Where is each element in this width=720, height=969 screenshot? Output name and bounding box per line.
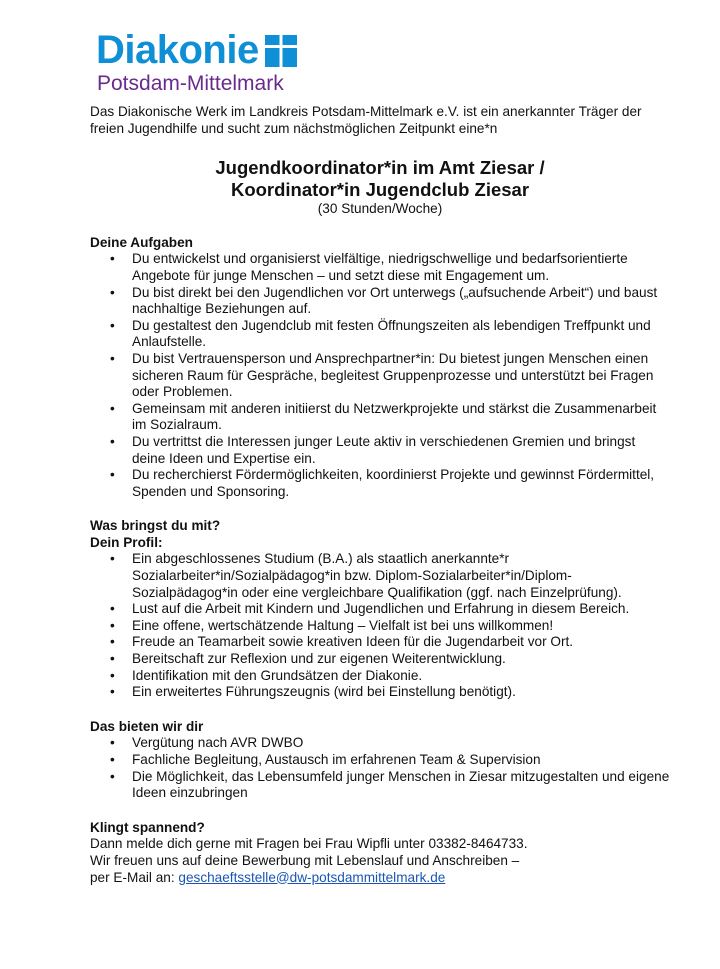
section-profil xyxy=(90,518,670,701)
diakonie-cross-icon xyxy=(265,35,297,67)
kontakt-line-1: Dann melde dich gerne mit Fragen bei Frau Wipfli unter 03382-8464733. xyxy=(90,836,528,852)
list-item: • Freude an Teamarbeit sowie kreativen Ideen für die Jugendarbeit vor Ort. xyxy=(90,634,670,651)
list-item: • Eine offene, wertschätzende Haltung – Vielfalt ist bei uns willkommen! xyxy=(90,618,670,635)
list-item: • Du bist Vertrauensperson und Ansprechpartner*in: Du bietest jungen Menschen einen sicheren Raum für Gespräche, begleitest Gruppenprozesse und unterstützt bei Fragen oder Problemen. xyxy=(90,351,670,401)
job-title-block xyxy=(90,157,670,218)
profil-heading-question: Was bringst du mit? xyxy=(90,518,221,534)
section-kontakt xyxy=(90,820,670,886)
email-prefix: per E-Mail an: xyxy=(90,869,179,885)
diakonie-logo xyxy=(96,30,297,95)
list-item: • Vergütung nach AVR DWBO xyxy=(90,735,670,752)
email-link[interactable]: geschaeftsstelle@dw-potsdammittelmark.de xyxy=(178,869,446,885)
posting-content xyxy=(90,104,670,886)
job-title-line-2: Koordinator*in Jugendclub Ziesar xyxy=(230,179,530,201)
list-item: • Die Möglichkeit, das Lebensumfeld junger Menschen in Ziesar mitzugestalten und eigene Ideen einzubringen xyxy=(90,769,670,802)
profil-list xyxy=(90,551,670,700)
kontakt-line-3 xyxy=(90,870,670,887)
section-angebot xyxy=(90,719,670,802)
aufgaben-heading: Deine Aufgaben xyxy=(90,234,193,250)
job-title-line-1: Jugendkoordinator*in im Amt Ziesar / xyxy=(215,157,545,179)
logo-row xyxy=(96,30,297,70)
logo-region: Potsdam-Mittelmark xyxy=(97,72,284,95)
angebot-list xyxy=(90,735,670,801)
section-aufgaben xyxy=(90,235,670,501)
list-item: • Identifikation mit den Grundsätzen der Diakonie. xyxy=(90,668,670,685)
intro-text: Das Diakonische Werk im Landkreis Potsdam-Mittelmark e.V. ist ein anerkannter Träger der freien Jugendhilfe und sucht zum nächstmöglichen Zeitpunkt eine*n xyxy=(90,104,642,136)
list-item: • Du recherchierst Fördermöglichkeiten, koordinierst Projekte und gewinnst Fördermittel, Spenden und Sponsoring. xyxy=(90,467,670,500)
list-item: • Fachliche Begleitung, Austausch im erfahrenen Team & Supervision xyxy=(90,752,670,769)
list-item: • Du bist direkt bei den Jugendlichen vor Ort unterwegs („aufsuchende Arbeit“) und baust nachhaltige Beziehungen auf. xyxy=(90,285,670,318)
logo-wordmark: Diakonie xyxy=(96,28,259,72)
job-hours: (30 Stunden/Woche) xyxy=(317,201,443,217)
list-item: • Bereitschaft zur Reflexion und zur eigenen Weiterentwicklung. xyxy=(90,651,670,668)
list-item: • Du vertrittst die Interessen junger Leute aktiv in verschiedenen Gremien und bringst deine Ideen und Expertise ein. xyxy=(90,434,670,467)
list-item: • Lust auf die Arbeit mit Kindern und Jugendlichen und Erfahrung in diesem Bereich. xyxy=(90,601,670,618)
aufgaben-list xyxy=(90,251,670,500)
list-item: • Ein erweitertes Führungszeugnis (wird bei Einstellung benötigt). xyxy=(90,684,670,701)
list-item: • Gemeinsam mit anderen initiierst du Netzwerkprojekte und stärkst die Zusammenarbeit im Sozialraum. xyxy=(90,401,670,434)
kontakt-heading: Klingt spannend? xyxy=(90,819,205,835)
list-item: • Du entwickelst und organisierst vielfältige, niedrigschwellige und bedarfsorientierte Angebote für junge Menschen – und setzt diese mit Engagement um. xyxy=(90,251,670,284)
list-item: • Du gestaltest den Jugendclub mit festen Öffnungszeiten als lebendigen Treffpunkt und Anlaufstelle. xyxy=(90,318,670,351)
angebot-heading: Das bieten wir dir xyxy=(90,718,204,734)
kontakt-line-2: Wir freuen uns auf deine Bewerbung mit Lebenslauf und Anschreiben – xyxy=(90,852,520,868)
list-item: • Ein abgeschlossenes Studium (B.A.) als staatlich anerkannte*r Sozialarbeiter*in/Sozialpädagog*in bzw. Diplom-Sozialarbeiter*in/Diplom-Sozialpädagog*in oder eine vergleichbare Qualifikation (ggf. nach Einzelprüfung). xyxy=(90,551,670,601)
profil-heading: Dein Profil: xyxy=(90,534,163,550)
